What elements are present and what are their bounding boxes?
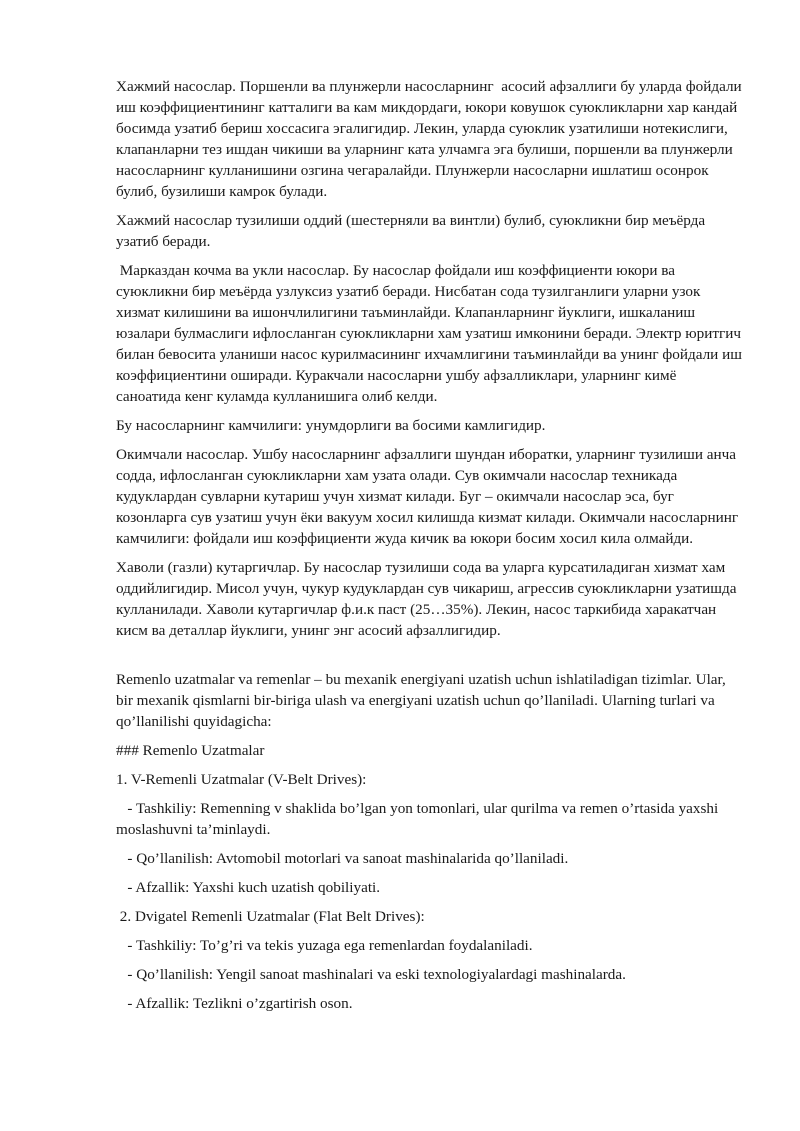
list-item-flat-belt-usage: - Qo’llanilish: Yengil sanoat mashinalari va eski texnologiyalardagi mashinalarda. — [116, 966, 626, 983]
paragraph-belt-drives-intro: Remenlo uzatmalar va remenlar – bu mexanik energiyani uzatish uchun ishlatiladigan tizimlar. Ular, bir mexanik qismlarni bir-biriga ulash va energiyani uzatish uchun qo’llaniladi. Ularning turlari va qo’llanilishi quyidagicha: — [116, 671, 730, 730]
list-item-v-belt-structure: - Tashkiliy: Remenning v shaklida bo’lgan yon tomonlari, ular qurilma va remen o’rtasida yaxshi moslashuvni ta’minlaydi. — [116, 800, 723, 838]
paragraph-volumetric-pumps: Хажмий насослар. Поршенли ва плунжерли насосларнинг асосий афзаллиги бу уларда фойдали иш коэффициентининг катталиги ва кам микдордаги, юкори ковушок суюкликларни хар кандай босимда узатиб бериш хоссасига эгалигидир. Лекин, уларда суюклик узатилиши нотекислиги, клапанларни тез ишдан чикиши ва уларнинг ката улчамга эга булиши, поршенли ва плунжерли насосларнинг кулланишини озгина чегаралайди. Плунжерли насосларни ишлатиш осонрок булиб, бузилиши камрок булади. — [116, 78, 746, 200]
list-item-flat-belt-title: 2. Dvigatel Remenli Uzatmalar (Flat Belt Drives): — [116, 908, 425, 925]
list-item-v-belt-advantage: - Afzallik: Yaxshi kuch uzatish qobiliyati. — [116, 879, 381, 896]
list-item-v-belt-usage: - Qo’llanilish: Avtomobil motorlari va sanoat mashinalarida qo’llaniladi. — [116, 850, 569, 867]
paragraph-centrifugal-pumps: Марказдан кочма ва укли насослар. Бу насослар фойдали иш коэффициенти юкори ва суюкликни бир меъёрда узлуксиз узатиб беради. Нисбатан сода тузилганлиги уларни узок хизмат килишини ва ишончлилигини таъминлайди. Клапанларнинг йуклиги, ишкаланиш юзалари булмаслиги ифлосланган суюкликларни хам узатиш имконини беради. Электр юритгич билан бевосита уланиши насос курилмасининг ихчамлигини таъминлайди ва унинг фойдали иш коэффициентини оширади. Куракчали насосларни ушбу афзалликлари, уларнинг кимё саноатида кенг куламда кулланишига олиб келди. — [116, 262, 746, 405]
paragraph-centrifugal-drawbacks: Бу насосларнинг камчилиги: унумдорлиги ва босими камлигидир. — [116, 417, 546, 434]
list-item-v-belt-title: 1. V-Remenli Uzatmalar (V-Belt Drives): — [116, 771, 367, 788]
document-body — [116, 76, 744, 1022]
list-item-flat-belt-advantage: - Afzallik: Tezlikni o’zgartirish oson. — [116, 995, 353, 1012]
paragraph-air-lifts: Хаволи (газли) кутаргичлар. Бу насослар тузилиши сода ва уларга курсатиладиган хизмат хам оддийлигидир. Мисол учун, чукур кудуклардан сув чикариш, агрессив суюкликларни узатишда кулланилади. Хаволи кутаргичлар ф.и.к паст (25…35%). Лекин, насос таркибида харакатчан кисм ва деталлар йуклиги, унинг энг асосий афзаллигидир. — [116, 559, 741, 639]
section-heading-belt-drives: ### Remenlo Uzatmalar — [116, 742, 265, 759]
section-gap — [116, 649, 744, 669]
paragraph-gear-screw-pumps: Хажмий насослар тузилиши оддий (шестерняли ва винтли) булиб, суюкликни бир меъёрда узатиб беради. — [116, 212, 709, 250]
list-item-flat-belt-structure: - Tashkiliy: To’g’ri va tekis yuzaga ega remenlardan foydalaniladi. — [116, 937, 533, 954]
paragraph-jet-pumps: Окимчали насослар. Ушбу насосларнинг афзаллиги шундан иборатки, уларнинг тузилиши анча содда, ифлосланган суюкликларни хам узата олади. Сув окимчали насослар техникада кудуклардан сувларни кутариш учун хизмат килади. Буг – окимчали насослар эса, буг козонларга сув узатиш учун ёки вакуум хосил килишда кизмат килади. Окимчали насосларнинг камчилиги: фойдали иш коэффициенти жуда кичик ва юкори босим хосил кила олмайди. — [116, 446, 742, 547]
